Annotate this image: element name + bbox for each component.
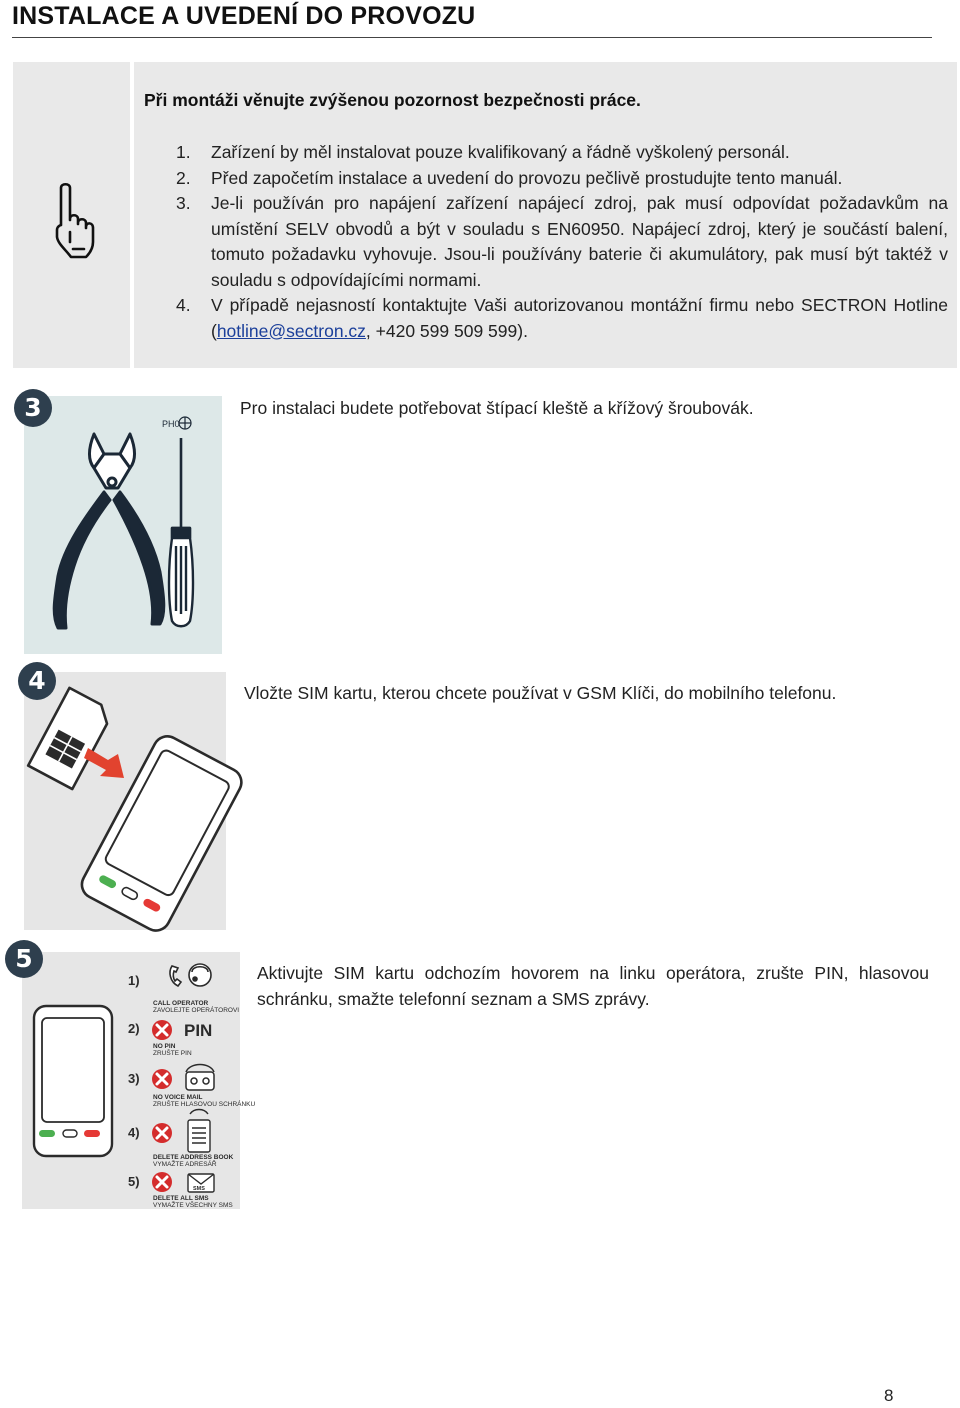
warning-icon-column — [13, 62, 134, 368]
item-number: 4. — [176, 295, 191, 315]
item-text: Je-li používán pro napájení zařízení napájecí zdroj, pak musí odpovídat požadavkům na umístění SELV obvodů a být v souladu s EN60950. Napájecí zdroj, který je součástí balení, tomuto požadavku vyhovuje. Jsou-li používány baterie či akumulátory, pak musí být taktéž v souladu s odpovídajícími normami. — [211, 193, 948, 290]
activation-item-index: 4) — [128, 1125, 140, 1140]
activation-item-index: 3) — [128, 1071, 140, 1086]
warning-item — [144, 191, 948, 293]
item-text: Zařízení by měl instalovat pouze kvalifikovaný a řádně vyškolený personál. — [211, 142, 790, 162]
envelope-label: SMS — [193, 1186, 205, 1192]
warning-heading: Při montáži věnujte zvýšenou pozornost bezpečnosti práce. — [144, 90, 641, 110]
activation-item-line1: DELETE ADDRESS BOOK — [153, 1154, 234, 1161]
page-number: 8 — [884, 1386, 894, 1405]
activation-item-index: 1) — [128, 973, 140, 988]
activation-item-line1: NO PIN — [153, 1043, 176, 1050]
warning-item — [144, 166, 948, 192]
warning-item — [144, 293, 948, 344]
warning-list — [144, 140, 948, 344]
title-divider — [12, 37, 932, 38]
voicemail-icon — [186, 1065, 214, 1091]
activation-item-line2: ZRUŠTE PIN — [153, 1050, 192, 1057]
insert-arrow-icon — [84, 748, 124, 778]
step-5-badge: 5 — [5, 940, 43, 978]
phillips-head-icon — [179, 417, 191, 429]
activation-item-line1: CALL OPERATOR — [153, 1000, 209, 1007]
activation-item-index: 5) — [128, 1174, 140, 1189]
screwdriver-label: PH0 — [162, 419, 180, 429]
activation-item-line2: ZAVOLEJTE OPERÁTOROVI — [153, 1007, 240, 1014]
step-4-text: Vložte SIM kartu, kterou chcete používat v GSM Klíči, do mobilního telefonu. — [244, 683, 837, 703]
activation-item-line1: DELETE ALL SMS — [153, 1195, 209, 1202]
activation-steps-illustration — [22, 952, 256, 1209]
phone-operator-icon — [170, 964, 211, 986]
item-text-before: V případě nejasností kontaktujte Vaši autorizovanou montážní firmu nebo SECTRON Hotline ( — [211, 295, 948, 341]
cancel-x-icon — [152, 1069, 172, 1089]
step-3-badge: 3 — [14, 389, 52, 427]
cancel-x-icon — [152, 1123, 172, 1143]
cancel-x-icon — [152, 1172, 172, 1192]
item-text: Před započetím instalace a uvedení do provozu pečlivě prostudujte tento manuál. — [211, 167, 843, 188]
step-5-figure — [22, 952, 256, 1209]
activation-item-line2: VYMAŽTE VŠECHNY SMS — [153, 1202, 233, 1209]
step-3-figure — [24, 396, 222, 654]
step-5-text: Aktivujte SIM kartu odchozím hovorem na linku operátora, zrušte PIN, hlasovou schránku, smažte telefonní seznam a SMS zprávy. — [257, 963, 929, 1009]
item-text-after: , +420 599 509 599). — [365, 320, 528, 341]
activation-item-index: 2) — [128, 1021, 140, 1036]
activation-item-line1: NO VOICE MAIL — [153, 1094, 203, 1101]
step-4-figure — [24, 672, 226, 930]
hotline-email-link[interactable]: hotline@sectron.cz — [216, 320, 366, 341]
warning-item — [144, 140, 948, 166]
page-title: INSTALACE A UVEDENÍ DO PROVOZU — [12, 2, 476, 30]
item-number: 3. — [176, 193, 191, 213]
step-4-badge: 4 — [18, 662, 56, 700]
safety-warning-box — [13, 62, 957, 368]
activation-item-line2: VYMAŽTE ADRESÁŘ — [153, 1161, 217, 1168]
activation-item-line2: ZRUŠTE HLASOVOU SCHRÁNKU — [153, 1101, 256, 1108]
pin-label: PIN — [184, 1021, 213, 1040]
pointing-hand-icon — [13, 62, 130, 368]
address-book-icon — [188, 1110, 210, 1153]
step-3-text: Pro instalaci budete potřebovat štípací kleště a křížový šroubovák. — [240, 398, 754, 418]
tools-illustration — [24, 396, 222, 654]
cancel-x-icon — [152, 1020, 172, 1040]
item-number: 1. — [176, 142, 191, 162]
sim-insert-illustration — [24, 672, 226, 930]
item-number: 2. — [176, 167, 191, 188]
